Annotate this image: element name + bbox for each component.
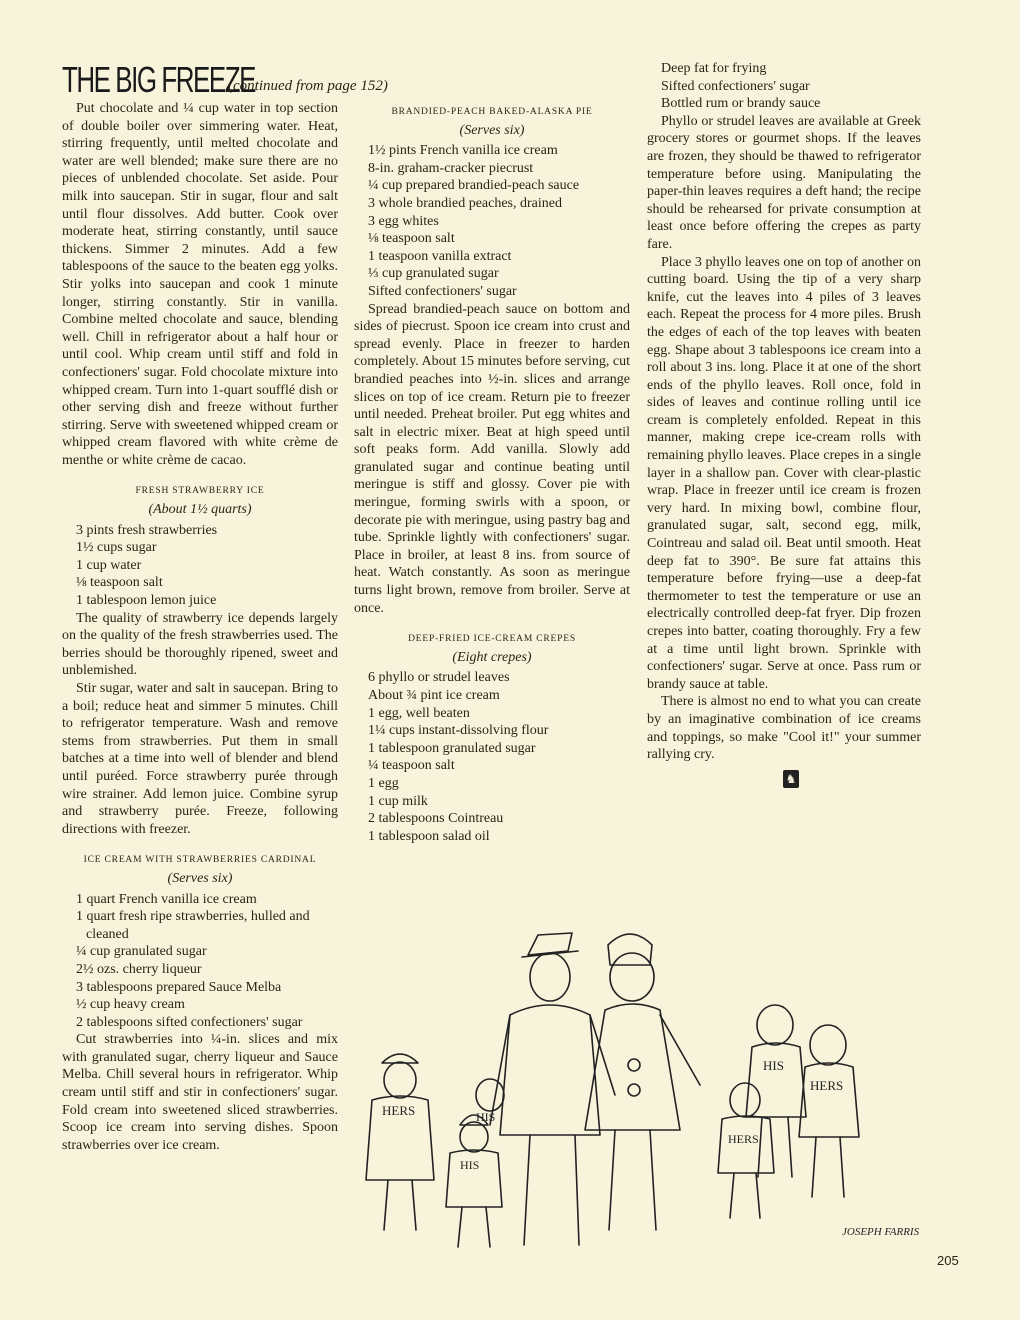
- recipe-title-cardinal: ICE CREAM WITH STRAWBERRIES CARDINAL: [83, 855, 317, 866]
- shirt-label: HERS: [810, 1078, 844, 1093]
- child-figure: [446, 1115, 502, 1247]
- ingredient-item: 2½ ozs. cherry liqueur: [76, 961, 202, 977]
- masthead: [62, 59, 388, 100]
- ingredient-item: 1 teaspoon vanilla extract: [368, 248, 512, 264]
- ingredient-item: Deep fat for frying: [661, 61, 767, 76]
- ingredient-item: 2 tablespoons sifted confectioners' sugar: [76, 1014, 303, 1030]
- ingredient-item: ⅛ teaspoon salt: [76, 575, 163, 591]
- ingredient-item: 1 egg: [368, 775, 399, 791]
- mother-figure: [585, 934, 700, 1230]
- ingredient-item: Sifted confectioners' sugar: [368, 283, 517, 299]
- ingredient-list-strawberry-ice: [62, 522, 338, 610]
- ingredient-item: About ¾ pint ice cream: [368, 688, 500, 703]
- recipe-yield-strawberry-ice: (About 1½ quarts): [148, 502, 252, 518]
- ingredient-item: 1½ pints French vanilla ice cream: [368, 143, 558, 159]
- shirt-label: HIS: [460, 1158, 480, 1172]
- ingredient-item: 1½ cups sugar: [76, 540, 157, 556]
- ingredient-item: ¼ cup granulated sugar: [76, 944, 207, 960]
- ingredient-item: 1 quart French vanilla ice cream: [76, 891, 257, 907]
- intro-paragraph: Put chocolate and ¼ cup water in top section of double boiler over simmering water. Heat, stirring frequently, until melted chocolate and water are well blended; make sure there are no pieces of unblended chocolate. Set aside. Pour milk into saucepan. Stir in sugar, flour and salt until flour dissolves. Add butter. Cook over moderate heat, stirring constantly, until sauce thickens. Simmer 2 minutes. Add a few tablespoons of the sauce to the beaten egg yolks. Stir yolks into saucepan and cook 1 minute longer, stirring constantly. Stir in vanilla. Combine melted chocolate and sauce, blending well. Chill in refrigerator about a half hour or until cool. Whip cream until stiff and fold in confectioners' sugar. Fold chocolate mixture into whipped cream. Turn into 1-quart soufflé dish or other serving dish and freeze without further stirring. Serve with sweetened whipped cream or whipped cream flavored with white crème de menthe or white crème de cacao.: [62, 101, 338, 468]
- child-figure: [366, 1054, 434, 1230]
- rabbit-logo-icon: ♞: [783, 770, 799, 788]
- shirt-label: HERS: [382, 1103, 416, 1118]
- ingredient-item: 1 egg, well beaten: [368, 705, 470, 721]
- recipe-paragraph: Phyllo or strudel leaves are available at Greek grocery stores or gourmet shops. If the leaves are frozen, they should be thawed to refrigerator temperature before using. Manipulating the paper-thin leaves requires a deft hand; the recipe should be rehearsed for private consumption at least once before offering the crepes as party fare.: [647, 113, 921, 252]
- page-number: 205: [937, 1253, 959, 1268]
- recipe-title-strawberry-ice: FRESH STRAWBERRY ICE: [135, 486, 265, 497]
- column-1: [62, 100, 338, 1154]
- ingredient-list-crepes: [354, 669, 630, 845]
- closing-paragraph: There is almost no end to what you can create by an imaginative combination of ice creams and toppings, so make "Cool it!" your summer rallying cry.: [647, 694, 921, 763]
- ingredient-list-alaska: [354, 142, 630, 300]
- recipe-paragraph: Cut strawberries into ¼-in. slices and mix with granulated sugar, cherry liqueur and Sauce Melba. Chill several hours in refrigerator. Whip cream until stiff and stir in confectioners' sugar. Fold cream into sweetened sliced strawberries. Scoop ice cream into serving dishes. Spoon strawberries over ice cream.: [62, 1032, 338, 1153]
- ingredient-item: ¼ teaspoon salt: [368, 758, 455, 774]
- shirt-label: HERS: [728, 1132, 759, 1146]
- child-figure: [746, 1005, 806, 1177]
- ingredient-item: 1 tablespoon granulated sugar: [368, 740, 536, 756]
- ingredient-list-crepes-continued: [647, 60, 921, 113]
- recipe-paragraph: Spread brandied-peach sauce on bottom and sides of piecrust. Spoon ice cream into crust and spread evenly. Place in freezer to harden completely. About 15 minutes before serving, cut brandied peaches into ½-in. slices and arrange slices on top of ice cream. Return pie to freezer until needed. Preheat broiler. Put egg whites and salt in electric mixer. Beat at high speed until soft peaks form. Add vanilla. Slowly add granulated sugar and continue beating until meringue is stiff and glossy. Cover pie with meringue, forming swirls with a spoon, or decorate pie with meringue, using pastry bag and tube. Sprinkle lightly with confectioners' sugar. Place in broiler, at least 8 ins. from source of heat. Watch constantly. As soon as meringue turns light brown, remove from broiler. Serve at once.: [354, 301, 630, 616]
- ingredient-item: 1¼ cups instant-dissolving flour: [368, 723, 549, 739]
- ingredient-item: 1 cup water: [76, 557, 142, 573]
- ingredient-item: 3 tablespoons prepared Sauce Melba: [76, 979, 282, 995]
- recipe-yield-alaska: (Serves six): [459, 122, 525, 138]
- ingredient-item: ¼ cup prepared brandied-peach sauce: [368, 178, 580, 194]
- ingredient-item: 1 tablespoon salad oil: [368, 828, 490, 844]
- shirt-label: HIS: [476, 1110, 496, 1124]
- artist-signature: JOSEPH FARRIS: [842, 1226, 920, 1238]
- ingredient-item: 2 tablespoons Cointreau: [368, 811, 504, 827]
- recipe-paragraph: Place 3 phyllo leaves one on top of another on cutting board. Using the tip of a very sharp knife, cut the leaves into 4 piles of 3 leaves each. Repeat the process for 4 more piles. Brush the edges of each of the top leaves with beaten egg. Shape about 3 tablespoons ice cream into a roll about 3 ins. long. Place it at one of the short ends of the phyllo leaves. Roll once, fold in sides of leaves and continue rolling until ice cream is completely enfolded. Repeat in this manner, making crepe ice-cream rolls with remaining phyllo leaves. Place crepes in a single layer in a shallow pan. Cover with clear-plastic wrap. Place in freezer until ice cream is frozen very hard. In mixing bowl, combine flour, granulated sugar, salt, second egg, milk, Cointreau and salad oil. Beat until smooth. Heat deep fat to 390°. Be sure fat attains this temperature before frying—use a deep-fat thermometer to test the temperature or use an electrically controlled deep-fat fryer. Dip frozen crepes into batter, coating thoroughly. Fry a few at a time until light brown. Sprinkle with confectioners' sugar. Serve at once. Pass rum or brandy sauce at table.: [647, 254, 921, 692]
- child-figure: [476, 1079, 504, 1124]
- ingredient-item: ⅓ cup granulated sugar: [368, 266, 499, 282]
- recipe-title-alaska: BRANDIED-PEACH BAKED-ALASKA PIE: [391, 107, 593, 117]
- recipe-paragraph: The quality of strawberry ice depends largely on the quality of the fresh strawberries used. The berries should be thoroughly ripened, sweet and unblemished.: [62, 610, 338, 679]
- ingredient-item: 8-in. graham-cracker piecrust: [368, 160, 534, 176]
- ingredient-list-cardinal: [62, 891, 338, 1032]
- ingredient-item: 1 tablespoon lemon juice: [76, 593, 217, 609]
- column-2: [354, 100, 630, 845]
- ingredient-item: 3 egg whites: [368, 213, 439, 229]
- child-figure: [799, 1025, 859, 1197]
- child-figure: [718, 1083, 774, 1218]
- ingredient-item: 6 phyllo or strudel leaves: [368, 670, 510, 686]
- ingredient-item: 3 whole brandied peaches, drained: [368, 195, 562, 211]
- continued-note: (continued from page 152): [228, 78, 388, 94]
- column-3: [647, 60, 921, 788]
- family-illustration: [350, 915, 950, 1275]
- ingredient-item: 1 cup milk: [368, 793, 428, 809]
- page-title: THE BIG FREEZE: [62, 59, 255, 100]
- ingredient-item: 3 pints fresh strawberries: [76, 522, 218, 538]
- ingredient-item: Bottled rum or brandy sauce: [661, 96, 821, 112]
- ingredient-item: Sifted confectioners' sugar: [661, 78, 810, 94]
- recipe-yield-crepes: (Eight crepes): [452, 649, 532, 665]
- shirt-label: HIS: [763, 1058, 784, 1073]
- ingredient-item: ⅛ teaspoon salt: [368, 231, 455, 247]
- recipe-title-crepes: DEEP-FRIED ICE-CREAM CREPES: [408, 634, 576, 645]
- recipe-paragraph: Stir sugar, water and salt in saucepan. Bring to a boil; reduce heat and simmer 5 minutes. Chill to refrigerator temperature. Wash and remove stems from strawberries. Put them in small batches at a time into well of blender and blend until puréed. Force strawberry purée through wire strainer. Add lemon juice. Combine syrup and strawberry purée. Freeze, following directions with freezer.: [62, 681, 338, 837]
- ingredient-item: 1 quart fresh ripe strawberries, hulled and cleaned: [76, 909, 310, 942]
- ingredient-item: ½ cup heavy cream: [76, 997, 185, 1013]
- father-figure: [490, 933, 615, 1245]
- recipe-yield-cardinal: (Serves six): [167, 870, 233, 886]
